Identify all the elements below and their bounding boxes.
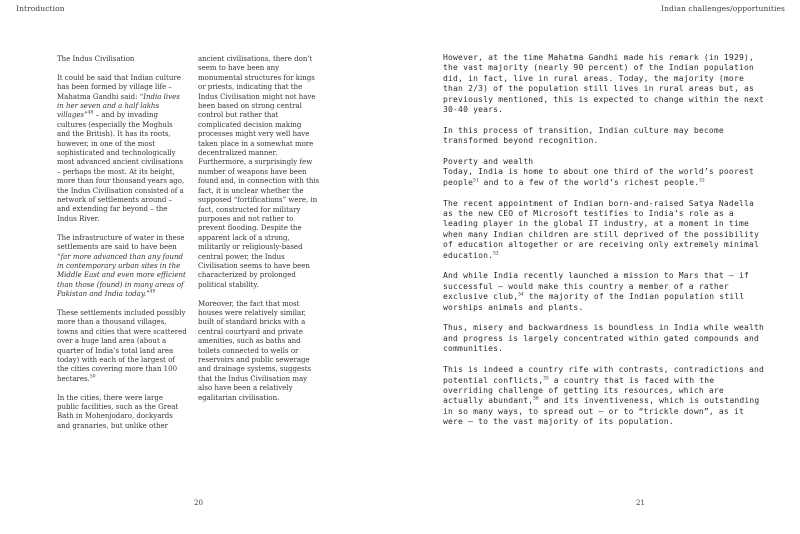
text-run: And while India recently launched a mission to Mars that – if successful – would make this country a member of a rather exclusive club, [443,271,750,302]
text-run: India lives in her seven and a half lakhs villages [57,92,180,120]
paragraph [57,74,187,225]
text-run: and its inventiveness, which is outstanding in so many ways, to spread out – or to “trickle down”, as it were – to the vast majority of its population. [443,396,760,427]
footnote-marker: 56 [533,396,539,402]
page-number-left: 20 [194,499,203,507]
footnote-marker: 51 [473,178,479,184]
text-run: ” [84,111,88,120]
text-run: The Indus Civilisation [57,55,135,63]
paragraph [443,365,767,427]
footnote-marker: 48 [87,111,94,117]
paragraph [57,234,187,300]
paragraph [443,53,767,115]
left-page-column-2 [198,55,322,412]
text-run: It could be said that Indian culture has been formed by village life – Mahatma Gandhi said: “ [57,73,181,101]
right-page-text [443,53,767,438]
text-run: Poverty and wealth [443,157,534,167]
running-head-chapter-title: Indian challenges/opportunities [661,4,785,13]
footnote-marker: 54 [518,292,524,298]
paragraph [443,157,767,188]
paragraph [443,323,767,354]
paragraph [443,271,767,313]
text-run: ” [146,290,150,299]
text-run: a country that is faced with the overriding challenge of getting its resources, which are actually abundant, [443,375,724,406]
page-number-right: 21 [636,499,645,507]
text-run: – and by invading cultures (especially the Moghuls and the British). It has its roots, however, in one of the most sophisticated and technologically most advanced ancient civilisations – perhaps the most. At its height, more than four thousand years ago, the Indus Civilisation consisted of a network of settlements around – and extending far beyond – the Indus River. [57,111,185,223]
section-heading [57,55,187,64]
text-run: These settlements included possibly more than a thousand villages, towns and cities that were scattered over a huge land area (about a quarter of India’s total land area today) with each of the largest of the cities covering more than 100 hectares. [57,308,187,383]
paragraph [198,300,322,403]
text-run: Moreover, the fact that most houses were relatively similar, built of standard bricks with a central courtyard and private amenities, such as baths and toilets connected to wells or reservoirs and public sewerage and drainage systems, suggests that the Indus Civilisation may also have been a relatively egalitarian civilisation. [198,299,312,402]
text-run: Thus, misery and backwardness is boundless in India while wealth and progress is largely concentrated within gated compounds and communities. [443,323,765,354]
left-page-column-1 [57,55,187,441]
footnote-marker: 52 [699,178,705,184]
text-run: Today, India is home to about one third of the world’s poorest people [443,167,755,187]
text-run: However, at the time Mahatma Gandhi made his remark (in 1929), the vast majority (nearly 90 percent) of the Indian population did, in fact, live in rural areas. Today, the majority (more than 2/3) of the population still lives in rural areas but, as previously mentioned, this is expected to change within the next 30-40 years. [443,53,765,115]
footnote-marker: 55 [543,375,549,381]
text-run: This is indeed a country rife with contrasts, contradictions and potential conflicts, [443,365,765,385]
footnote-marker: 49 [149,289,156,295]
footnote-marker: 53 [493,251,499,257]
footnote-marker: 50 [89,374,96,380]
text-run: and to a few of the world’s richest people. [478,177,700,187]
paragraph [443,199,767,261]
running-head-introduction: Introduction [16,4,65,13]
text-run: The infrastructure of water in these settlements are said to have been “ [57,233,185,261]
text-run: ancient civilisations, there don’t seem to have been any monumental structures for kings or priests, indicating that the Indus Civilisation might not have been based on strong central control but rather that complicated decision making processes might very well have taken place in a somewhat more decentralized manner. Furthermore, a surprisingly few number of weapons have been found and, in connection with this fact, it is unclear whether the supposed “fortifications” were, in fact, constructed for military purposes and not rather to prevent flooding. Despite the apparent lack of a strong, militarily or religiously-based central power, the Indus Civilisation seems to have been characterized by prolonged political stability. [198,55,320,289]
text-run: The recent appointment of Indian born-and-raised Satya Nadella as the new CEO of Microsoft testifies to India’s role as a leading player in the global IT industry, at a moment in time when many Indian children are still deprived of the possibility of education altogether or are receiving only extremely minimal education. [443,198,760,260]
text-run: far more advanced than any found in contemporary urban sites in the Middle East and even more efficient than those (found) in many areas of Pakistan and India today. [57,252,186,299]
text-run: In the cities, there were large public facilities, such as the Great Bath in Mohenjodaro, dockyards and granaries, but unlike other [57,393,179,430]
text-run: In this process of transition, Indian culture may become transformed beyond recognition. [443,125,724,146]
paragraph [57,394,187,432]
paragraph [443,126,767,147]
paragraph [198,55,322,290]
text-run: the majority of the Indian population still worships animals and plants. [443,292,745,312]
paragraph [57,309,187,384]
